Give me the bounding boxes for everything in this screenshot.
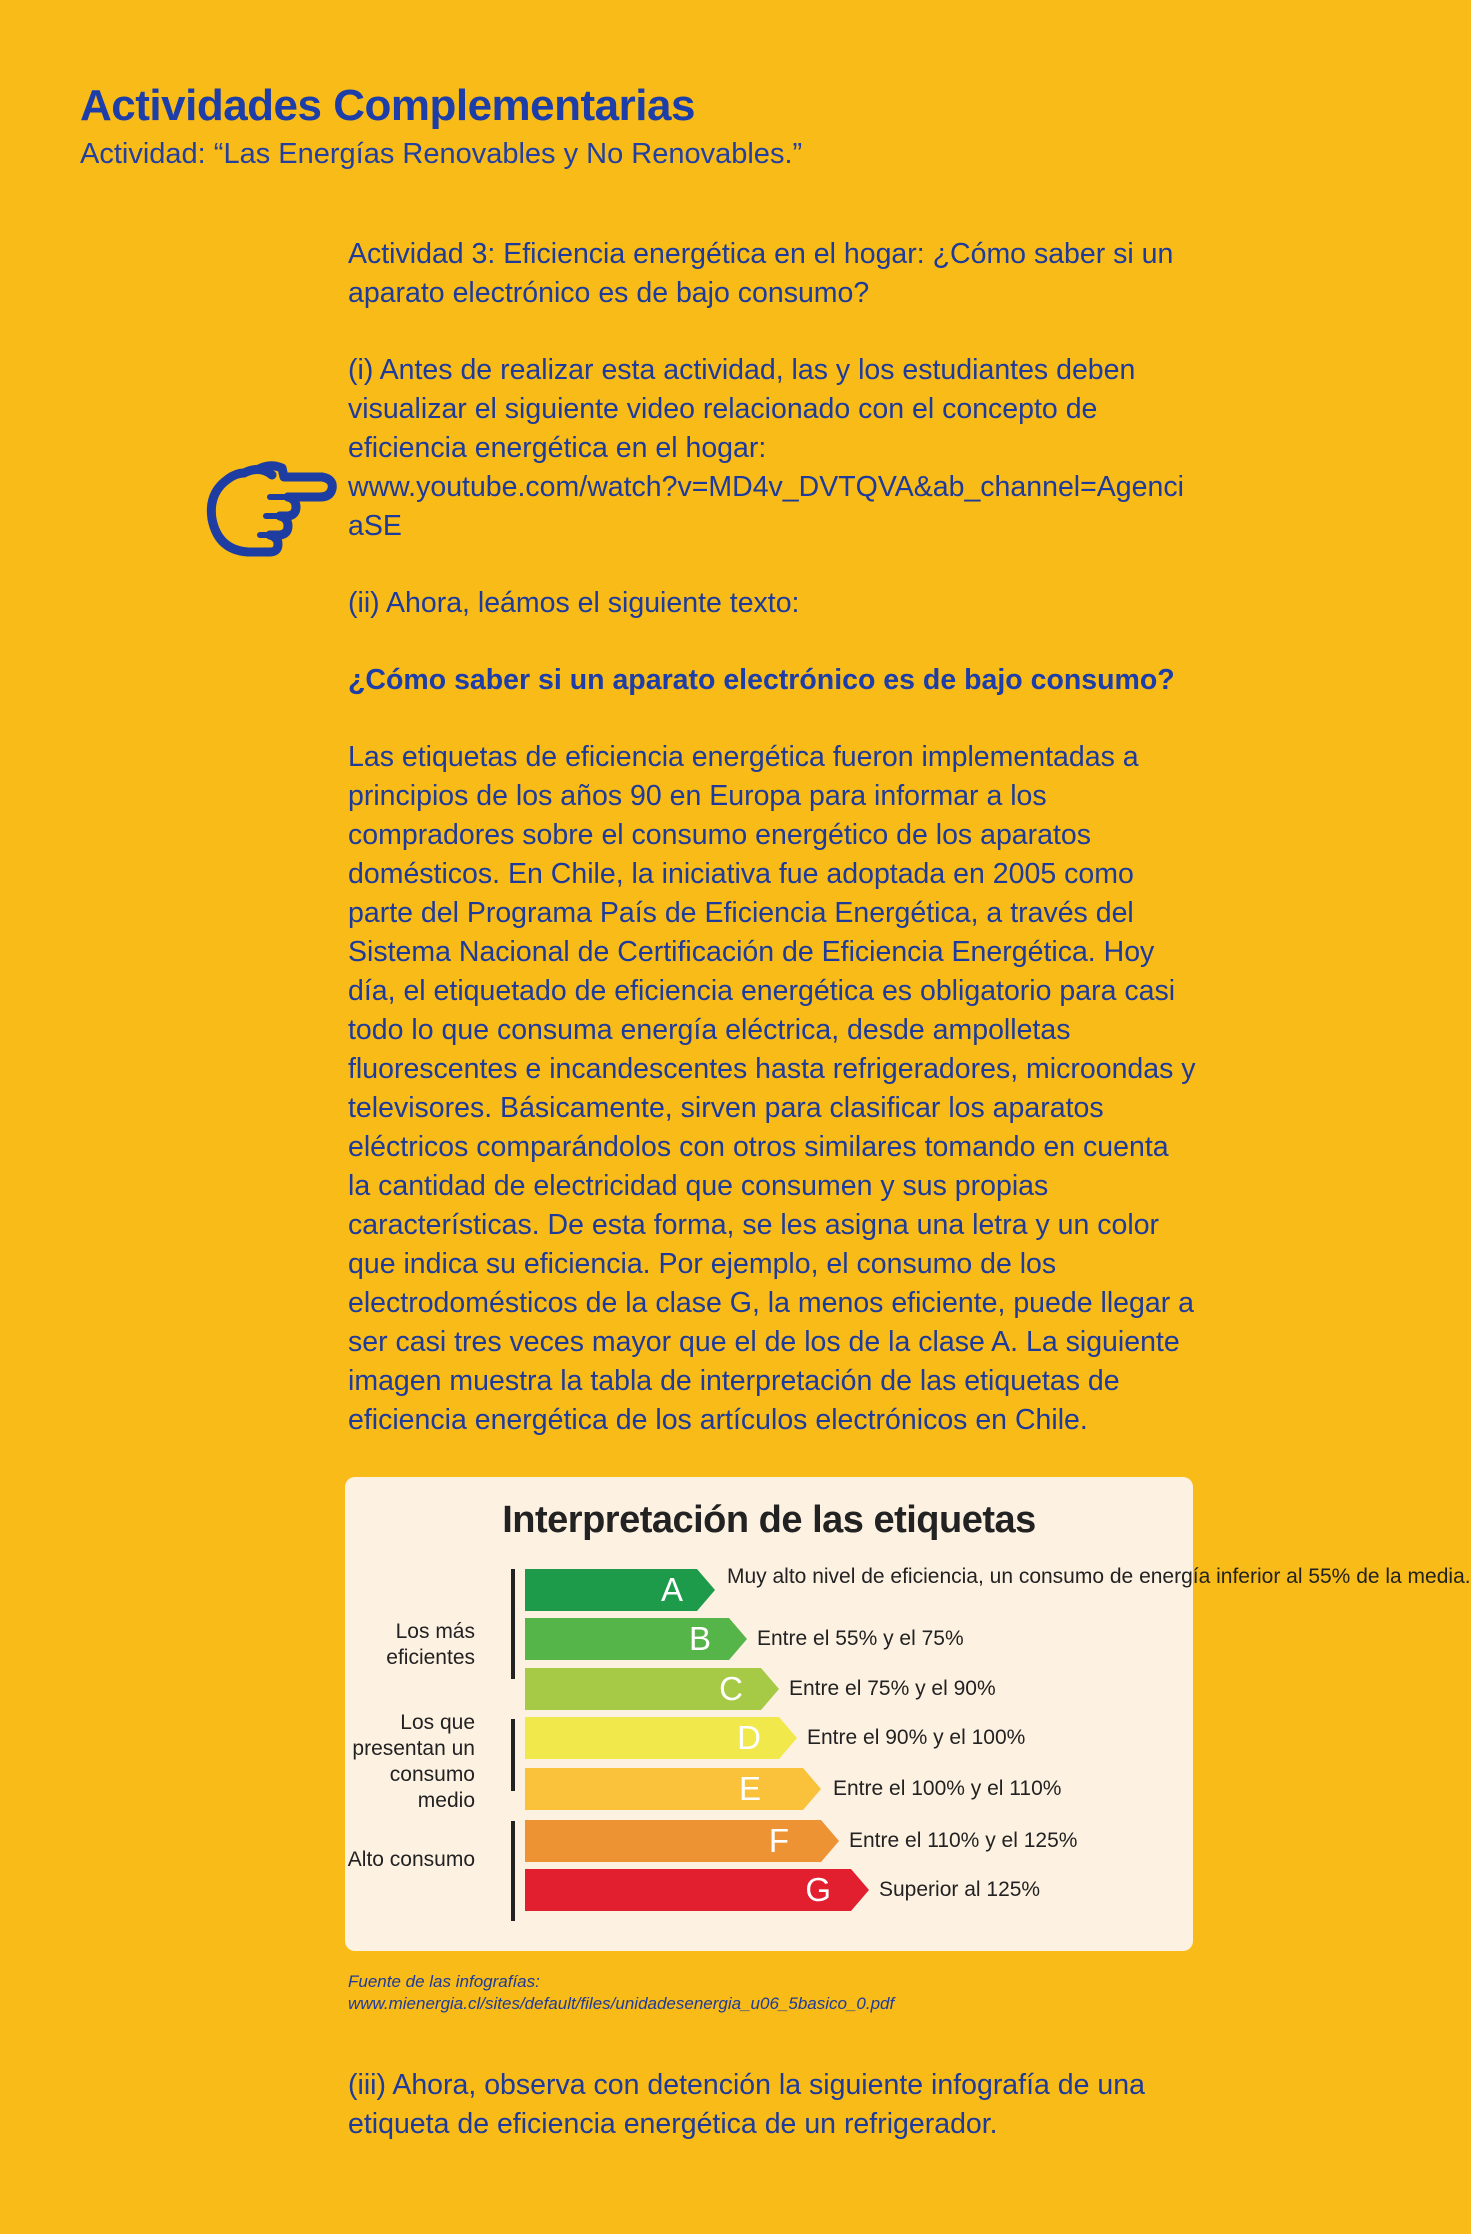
class-g-desc: Superior al 125% bbox=[879, 1878, 1041, 1901]
pointing-hand-icon bbox=[204, 455, 339, 560]
class-a-letter: A bbox=[660, 1571, 683, 1608]
class-d-desc: Entre el 90% y el 100% bbox=[807, 1726, 1026, 1749]
group-label-high: Los más eficientes bbox=[386, 1620, 475, 1669]
class-f-desc: Entre el 110% y el 125% bbox=[849, 1829, 1078, 1852]
group-divider-high bbox=[511, 1569, 515, 1679]
class-c-desc: Entre el 75% y el 90% bbox=[789, 1677, 996, 1700]
page-subtitle: Actividad: “Las Energías Renovables y No Renovables.” bbox=[80, 138, 803, 170]
activity-content bbox=[348, 235, 1198, 1440]
class-b-desc: Entre el 55% y el 75% bbox=[757, 1627, 964, 1650]
infographic-title: Interpretación de las etiquetas bbox=[502, 1499, 1036, 1541]
group-label-medium: Los que presentan un consumo medio bbox=[352, 1711, 475, 1812]
step-1-text: (i) Antes de realizar esta actividad, las y los estudiantes deben visualizar el siguiente video relacionado con el concepto de eficiencia energética en el hogar: bbox=[348, 354, 1136, 464]
class-e-desc: Entre el 100% y el 110% bbox=[833, 1777, 1062, 1800]
energy-label-infographic bbox=[345, 1477, 1471, 1951]
class-g-letter: G bbox=[805, 1871, 831, 1908]
text-heading: ¿Cómo saber si un aparato electrónico es de bajo consumo? bbox=[348, 664, 1175, 696]
page-title: Actividades Complementarias bbox=[80, 81, 695, 130]
class-b-letter: B bbox=[688, 1620, 711, 1657]
source-label: Fuente de las infografías: bbox=[348, 1972, 540, 1991]
source-note bbox=[348, 1971, 894, 2015]
body-paragraph: Las etiquetas de eficiencia energética fueron implementadas a principios de los años 90 en Europa para informar a los compradores sobre el consumo energético de los aparatos domésticos. En Chile, la iniciativa fue adoptada en 2005 como parte del Programa País de Eficiencia Energética, a través del Sistema Nacional de Certificación de Eficiencia Energética. Hoy día, el etiquetado de eficiencia energética es obligatorio para casi todo lo que consuma energía eléctrica, desde ampolletas fluorescentes e incandescentes hasta refrigeradores, microondas y televisores. Básicamente, sirven para clasificar los aparatos eléctricos comparándolos con otros similares tomando en cuenta la cantidad de electricidad que consumen y sus propias características. De esta forma, se les asigna una letra y un color que indica su eficiencia. Por ejemplo, el consumo de los electrodomésticos de la clase G, la menos eficiente, puede llegar a ser casi tres veces mayor que el de los de la clase A. La siguiente imagen muestra la tabla de interpretación de las etiquetas de eficiencia energética de los artículos electrónicos en Chile. bbox=[348, 741, 1196, 1436]
step-3-text: (iii) Ahora, observa con detención la siguiente infografía de una etiqueta de eficiencia energética de un refrigerador. bbox=[348, 2069, 1145, 2140]
class-d-letter: D bbox=[737, 1719, 761, 1756]
source-link[interactable]: www.mienergia.cl/sites/default/files/unidadesenergia_u06_5basico_0.pdf bbox=[348, 1994, 895, 2013]
group-divider-medium bbox=[511, 1719, 515, 1791]
class-e-letter: E bbox=[738, 1770, 761, 1807]
class-a-desc: Muy alto nivel de eficiencia, un consumo de energía inferior al 55% de la media. bbox=[727, 1565, 1471, 1588]
group-label-low: Alto consumo bbox=[347, 1848, 475, 1871]
step-2-text: (ii) Ahora, leámos el siguiente texto: bbox=[348, 587, 800, 619]
class-f-letter: F bbox=[768, 1822, 789, 1859]
page-header bbox=[80, 78, 1180, 174]
activity-title: Actividad 3: Eficiencia energética en el hogar: ¿Cómo saber si un aparato electrónico es de bajo consumo? bbox=[348, 238, 1174, 309]
group-divider-low bbox=[511, 1821, 515, 1921]
video-link[interactable]: www.youtube.com/watch?v=MD4v_DVTQVA&ab_channel=AgenciaSE bbox=[348, 471, 1184, 542]
class-c-letter: C bbox=[719, 1670, 743, 1707]
